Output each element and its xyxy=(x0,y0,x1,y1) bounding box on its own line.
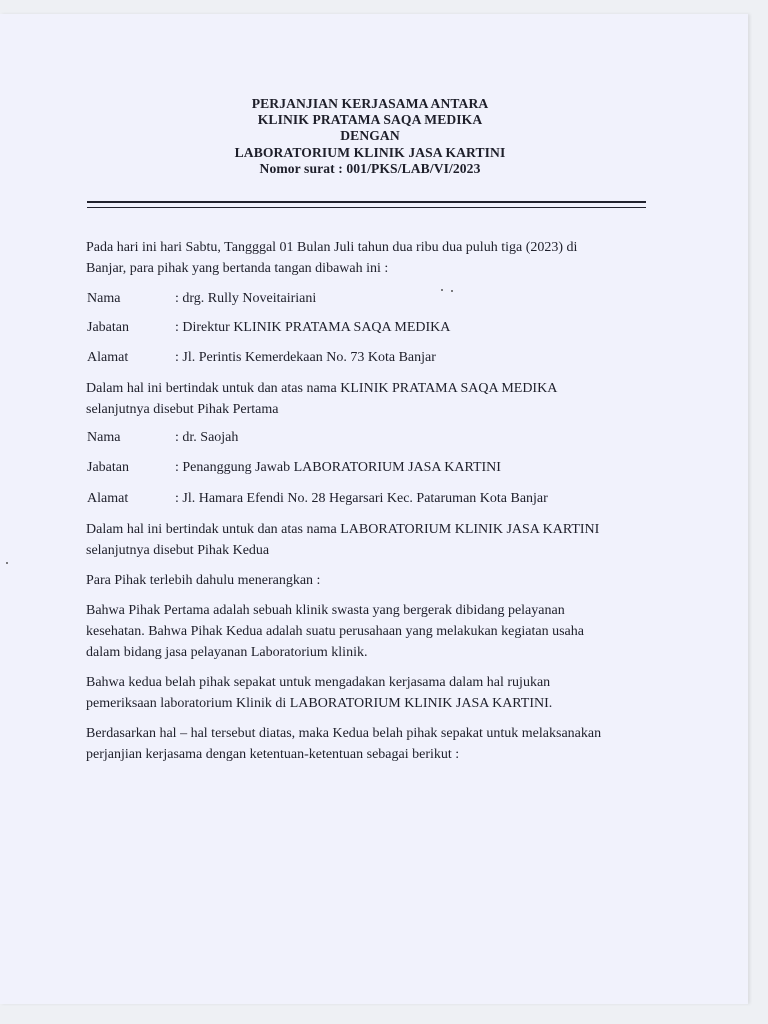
party1-statement-line-1: Dalam hal ini bertindak untuk dan atas nama KLINIK PRATAMA SAQA MEDIKA xyxy=(86,381,558,396)
title-line-2: KLINIK PRATAMA SAQA MEDIKA xyxy=(257,112,483,128)
party2-statement-line-2: selanjutnya disebut Pihak Kedua xyxy=(86,543,270,558)
document-page xyxy=(0,14,748,1004)
party2-alamat-label: Alamat xyxy=(87,491,129,506)
party1-jabatan-value: : Direktur KLINIK PRATAMA SAQA MEDIKA xyxy=(175,320,451,335)
party1-alamat-value: : Jl. Perintis Kemerdekaan No. 73 Kota Banjar xyxy=(175,350,436,365)
party2-jabatan-label: Jabatan xyxy=(87,460,129,475)
title-line-4: LABORATORIUM KLINIK JASA KARTINI xyxy=(234,144,506,160)
document-title xyxy=(0,96,740,177)
header-divider-thin xyxy=(87,207,646,208)
preamble-text: Para Pihak terlebih dahulu menerangkan : xyxy=(86,573,321,588)
party1-nama-value: : drg. Rully Noveitairiani xyxy=(175,291,317,306)
header-divider-thick xyxy=(87,201,646,203)
paragraph-1-line-1: Bahwa Pihak Pertama adalah sebuah klinik swasta yang bergerak dibidang pelayanan xyxy=(86,603,565,618)
document-number: Nomor surat : 001/PKS/LAB/VI/2023 xyxy=(259,160,481,176)
intro-line-1: Pada hari ini hari Sabtu, Tangggal 01 Bulan Juli tahun dua ribu dua puluh tiga (2023) di xyxy=(86,240,578,255)
paragraph-3-line-1: Berdasarkan hal – hal tersebut diatas, maka Kedua belah pihak sepakat untuk melaksanakan xyxy=(86,726,602,741)
party1-jabatan-label: Jabatan xyxy=(87,320,129,335)
party2-nama-label: Nama xyxy=(87,430,121,445)
scan-speck xyxy=(451,290,453,292)
party2-alamat-value: : Jl. Hamara Efendi No. 28 Hegarsari Kec. Pataruman Kota Banjar xyxy=(175,491,548,506)
title-line-1: PERJANJIAN KERJASAMA ANTARA xyxy=(251,96,489,111)
scan-speck xyxy=(6,562,8,564)
intro-line-2: Banjar, para pihak yang bertanda tangan dibawah ini : xyxy=(86,261,389,276)
paragraph-2-line-2: pemeriksaan laboratorium Klinik di LABORATORIUM KLINIK JASA KARTINI. xyxy=(86,696,553,711)
paragraph-1-line-3: dalam bidang jasa pelayanan Laboratorium klinik. xyxy=(86,645,368,660)
party1-nama-label: Nama xyxy=(87,291,121,306)
party2-nama-value: : dr. Saojah xyxy=(175,430,239,445)
party2-statement-line-1: Dalam hal ini bertindak untuk dan atas nama LABORATORIUM KLINIK JASA KARTINI xyxy=(86,522,600,537)
party2-jabatan-value: : Penanggung Jawab LABORATORIUM JASA KARTINI xyxy=(175,460,501,475)
paragraph-3-line-2: perjanjian kerjasama dengan ketentuan-ketentuan sebagai berikut : xyxy=(86,747,460,762)
paragraph-1-line-2: kesehatan. Bahwa Pihak Kedua adalah suatu perusahaan yang melakukan kegiatan usaha xyxy=(86,624,584,639)
party1-alamat-label: Alamat xyxy=(87,350,129,365)
paragraph-2-line-1: Bahwa kedua belah pihak sepakat untuk mengadakan kerjasama dalam hal rujukan xyxy=(86,675,551,690)
party1-statement-line-2: selanjutnya disebut Pihak Pertama xyxy=(86,402,279,417)
scan-speck xyxy=(441,289,443,291)
title-line-3: DENGAN xyxy=(340,128,400,144)
